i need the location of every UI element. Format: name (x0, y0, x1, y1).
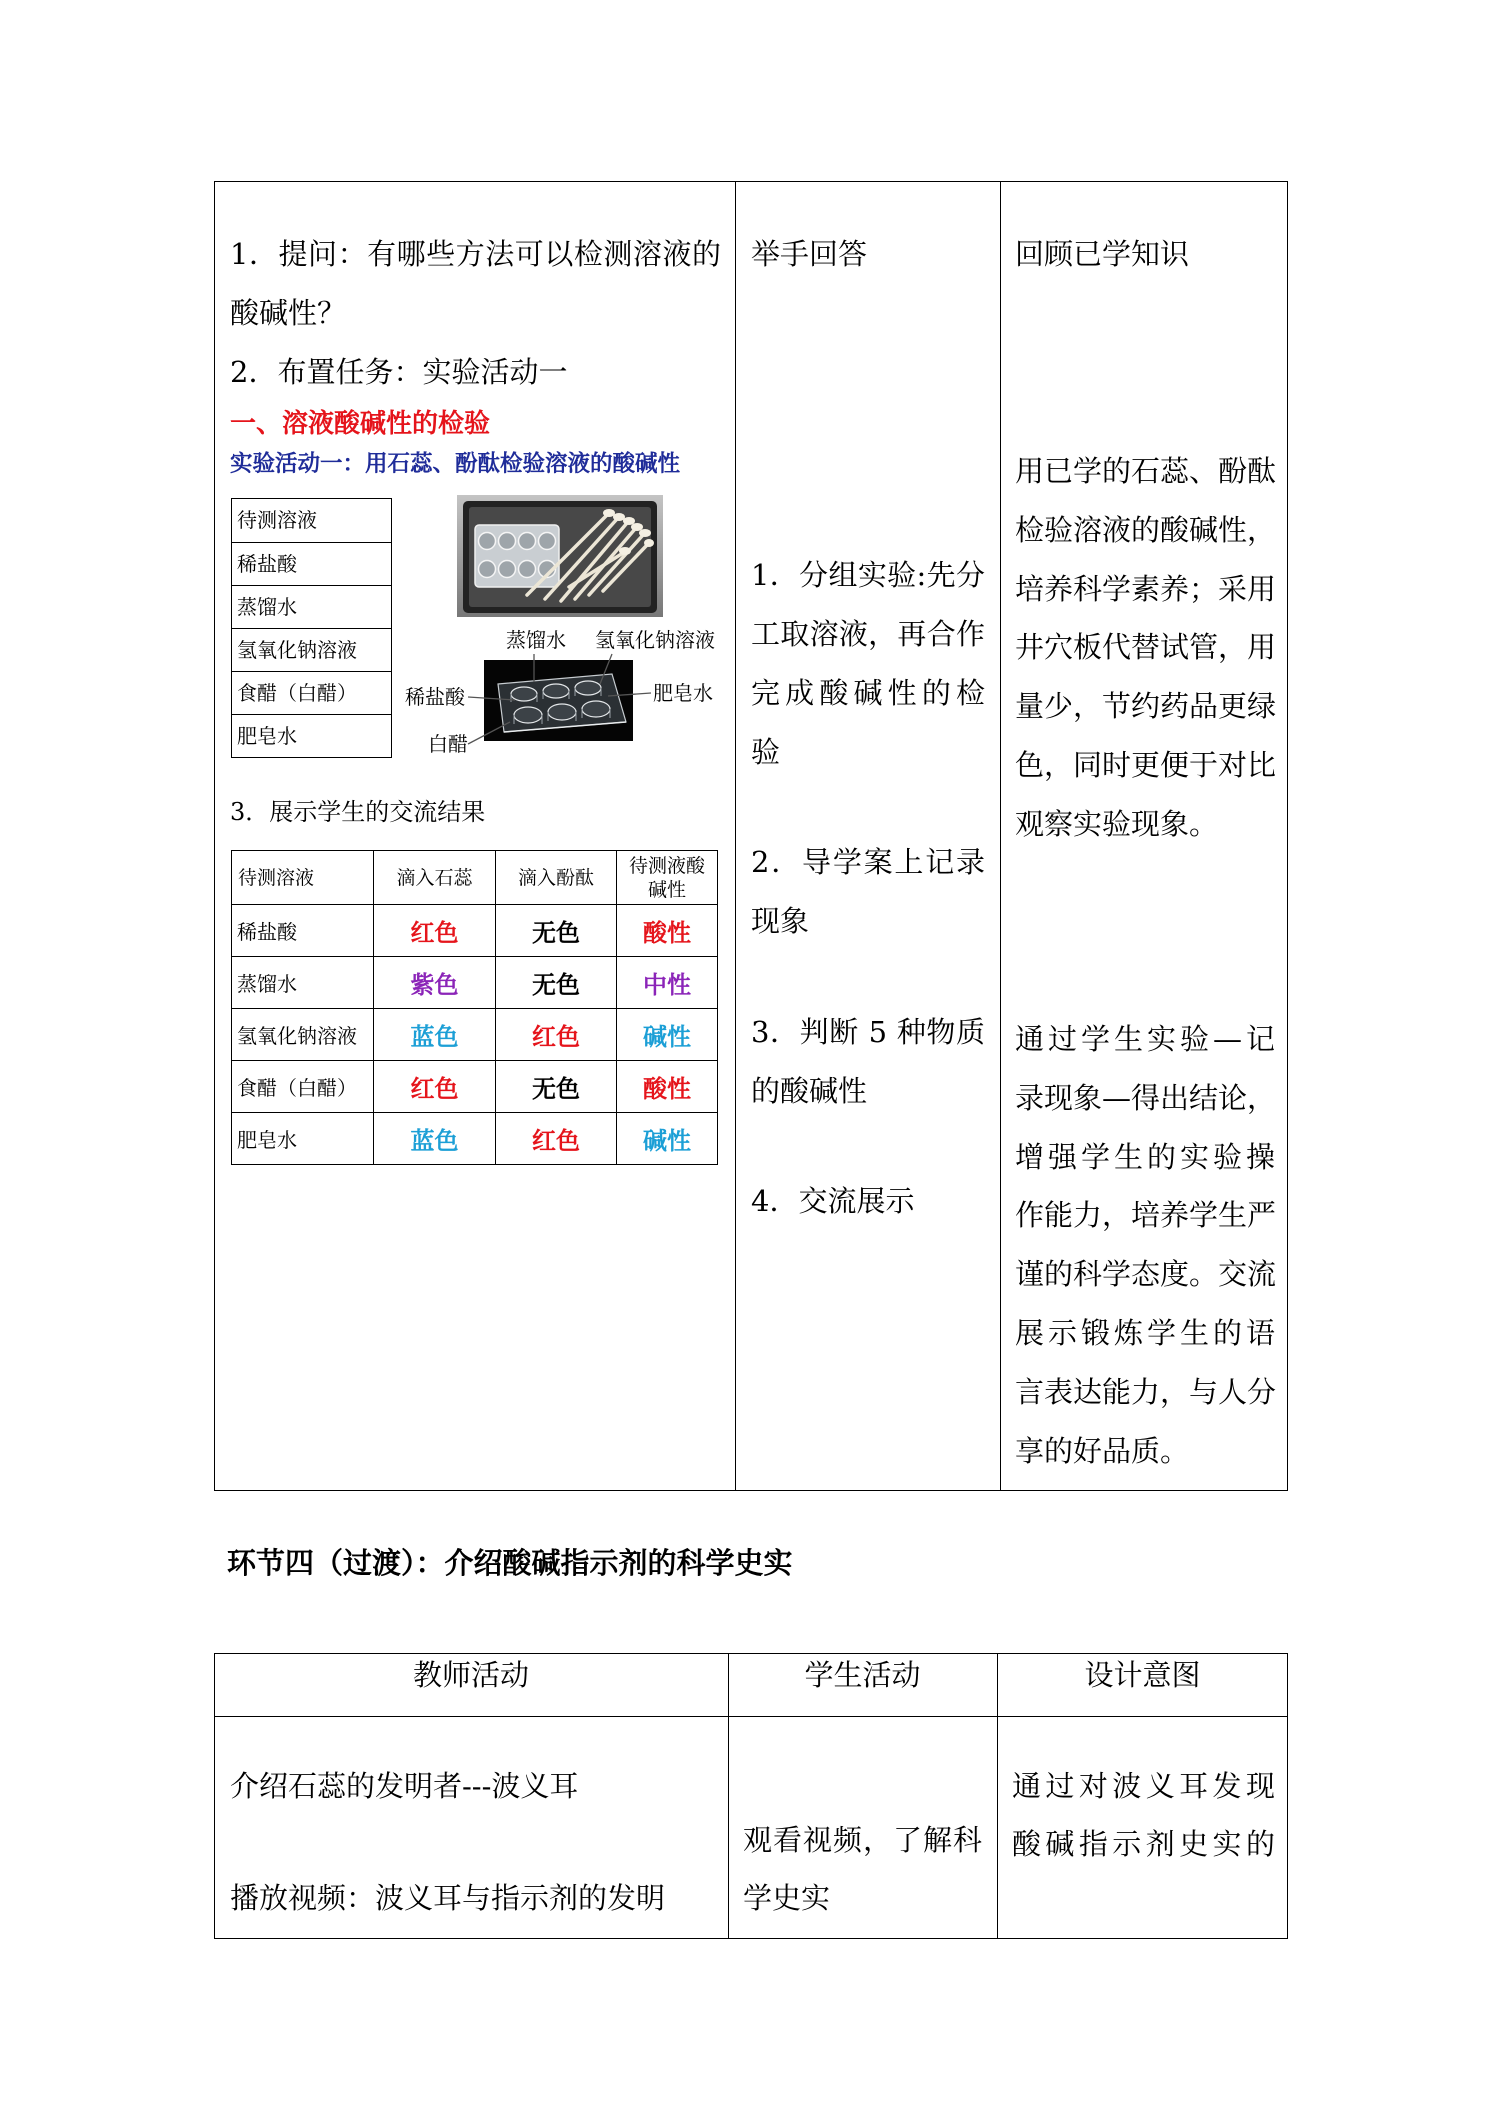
intent-line: 享的好品质。 (1015, 1433, 1190, 1468)
header-student-activity: 学生活动 (804, 1658, 921, 1692)
intent-line: 培养科学素养；采用 (1015, 571, 1277, 606)
sample-list-item: 蒸馏水 (232, 585, 391, 628)
litmus-result-cell: 蓝色 (374, 1113, 496, 1165)
table-row (232, 1061, 718, 1113)
intent-line: 谨的科学态度。交流 (1015, 1257, 1277, 1292)
phenolphthalein-result-cell: 无色 (496, 957, 617, 1009)
student-step-1 (751, 546, 985, 782)
header-teacher-activity: 教师活动 (412, 1658, 529, 1692)
intent-line: 色，同时更便于对比 (1015, 747, 1277, 782)
results-header-cell: 滴入酚酞 (496, 851, 617, 905)
bottom-intent-line: 通过对波义耳发现 (1012, 1769, 1275, 1803)
results-header-cell: 待测溶液 (232, 851, 374, 905)
intent-paragraph-1 (1015, 442, 1275, 854)
intent-line: 通过学生实验—记 (1015, 1022, 1275, 1056)
sample-list-item: 肥皂水 (232, 714, 391, 757)
sample-list-item: 食醋（白醋） (232, 671, 391, 714)
litmus-result-cell: 紫色 (374, 957, 496, 1009)
acidity-result-cell: 碱性 (617, 1113, 718, 1165)
label-connector-lines (400, 620, 720, 760)
table-row (232, 1113, 718, 1165)
litmus-result-cell: 蓝色 (374, 1009, 496, 1061)
intent-line: 用已学的石蕊、酚酞 (1015, 454, 1277, 488)
plate-label-sodium-hydroxide: 氢氧化钠溶液 (595, 628, 715, 652)
student-step-line: 3．判断 5 种物质 (751, 1015, 985, 1049)
sample-list-item: 氢氧化钠溶液 (232, 628, 391, 671)
bottom-teacher-line: 介绍石蕊的发明者---波义耳 (230, 1769, 579, 1803)
well-plate-pipettes-photo (457, 495, 663, 617)
bottom-student-line: 学史实 (743, 1881, 831, 1915)
intent-line: 检验溶液的酸碱性， (1015, 512, 1277, 547)
header-divider (214, 1716, 1288, 1717)
sample-list-table (231, 498, 392, 758)
slide-subheading: 实验活动一：用石蕊、酚酞检验溶液的酸碱性 (230, 451, 681, 477)
student-step-3 (751, 1003, 985, 1121)
acidity-result-cell: 碱性 (617, 1009, 718, 1061)
sample-list-item: 待测溶液 (237, 508, 317, 532)
student-step-line: 工取溶液，再合作 (751, 617, 985, 651)
acidity-result-cell: 中性 (617, 957, 718, 1009)
phenolphthalein-result-cell: 无色 (496, 905, 617, 957)
results-header-row (232, 851, 718, 905)
sample-name-cell: 肥皂水 (232, 1113, 374, 1165)
acidity-result-cell: 酸性 (617, 1061, 718, 1113)
bottom-teacher-line: 播放视频：波义耳与指示剂的发明 (230, 1881, 666, 1915)
phenolphthalein-result-cell: 红色 (496, 1009, 617, 1061)
intent-line: 展示锻炼学生的语 (1015, 1315, 1275, 1350)
litmus-result-cell: 红色 (374, 1061, 496, 1113)
sample-name-cell: 稀盐酸 (232, 905, 374, 957)
sample-name-cell: 蒸馏水 (232, 957, 374, 1009)
plate-label-soapy-water: 肥皂水 (653, 681, 713, 705)
results-header-cell: 滴入石蕊 (374, 851, 496, 905)
intent-line: 观察实验现象。 (1015, 806, 1219, 841)
column-divider (1000, 181, 1001, 1491)
teacher-task-2: 2．布置任务：实验活动一 (230, 355, 568, 389)
student-step-line: 完成酸碱性的检 (751, 676, 985, 710)
intent-line: 井穴板代替试管，用 (1015, 630, 1277, 665)
plate-label-distilled-water: 蒸馏水 (506, 628, 566, 652)
plate-label-white-vinegar: 白醋 (428, 732, 468, 756)
student-step-4: 4．交流展示 (751, 1184, 915, 1218)
litmus-result-cell: 红色 (374, 905, 496, 957)
student-step-line: 2．导学案上记录 (751, 845, 985, 879)
results-table (231, 850, 718, 1165)
sample-name-cell: 食醋（白醋） (232, 1061, 374, 1113)
sample-name-cell: 氢氧化钠溶液 (232, 1009, 374, 1061)
student-step-line: 验 (751, 735, 781, 769)
teacher-question-1-cont: 酸碱性？ (230, 296, 347, 330)
section-heading: 环节四（过渡）：介绍酸碱指示剂的科学史实 (227, 1546, 793, 1580)
intent-line: 录现象—得出结论， (1015, 1080, 1277, 1115)
acidity-result-cell: 酸性 (617, 905, 718, 957)
slide-heading: 一、溶液酸碱性的检验 (230, 409, 491, 439)
bottom-intent-line: 酸碱指示剂史实的 (1012, 1827, 1275, 1861)
results-header-cell: 待测液酸碱性 (617, 851, 718, 905)
intent-line: 作能力，培养学生严 (1015, 1198, 1277, 1233)
table-row (232, 1009, 718, 1061)
intent-line: 量少，节约药品更绿 (1015, 689, 1277, 724)
table-row (232, 905, 718, 957)
phenolphthalein-result-cell: 无色 (496, 1061, 617, 1113)
teacher-result-heading: 3．展示学生的交流结果 (230, 798, 486, 826)
intent-line: 言表达能力，与人分 (1015, 1374, 1277, 1409)
intent-paragraph-2 (1015, 1010, 1275, 1480)
table-row (232, 957, 718, 1009)
header-design-intent: 设计意图 (1084, 1658, 1201, 1692)
bottom-student-line: 观看视频，了解科 (743, 1823, 982, 1857)
student-step-line: 现象 (751, 904, 810, 938)
sample-list-item: 稀盐酸 (232, 542, 391, 585)
intent-review: 回顾已学知识 (1015, 237, 1190, 271)
student-step-line: 的酸碱性 (751, 1074, 868, 1108)
column-divider (735, 181, 736, 1491)
plate-label-dilute-hcl: 稀盐酸 (405, 685, 465, 709)
student-step-line: 1．分组实验:先分 (751, 558, 985, 592)
phenolphthalein-result-cell: 红色 (496, 1113, 617, 1165)
student-answer: 举手回答 (751, 237, 868, 271)
student-step-2 (751, 833, 985, 951)
intent-line: 增强学生的实验操 (1015, 1139, 1275, 1174)
teacher-question-1: 1．提问：有哪些方法可以检测溶液的 (230, 237, 721, 271)
